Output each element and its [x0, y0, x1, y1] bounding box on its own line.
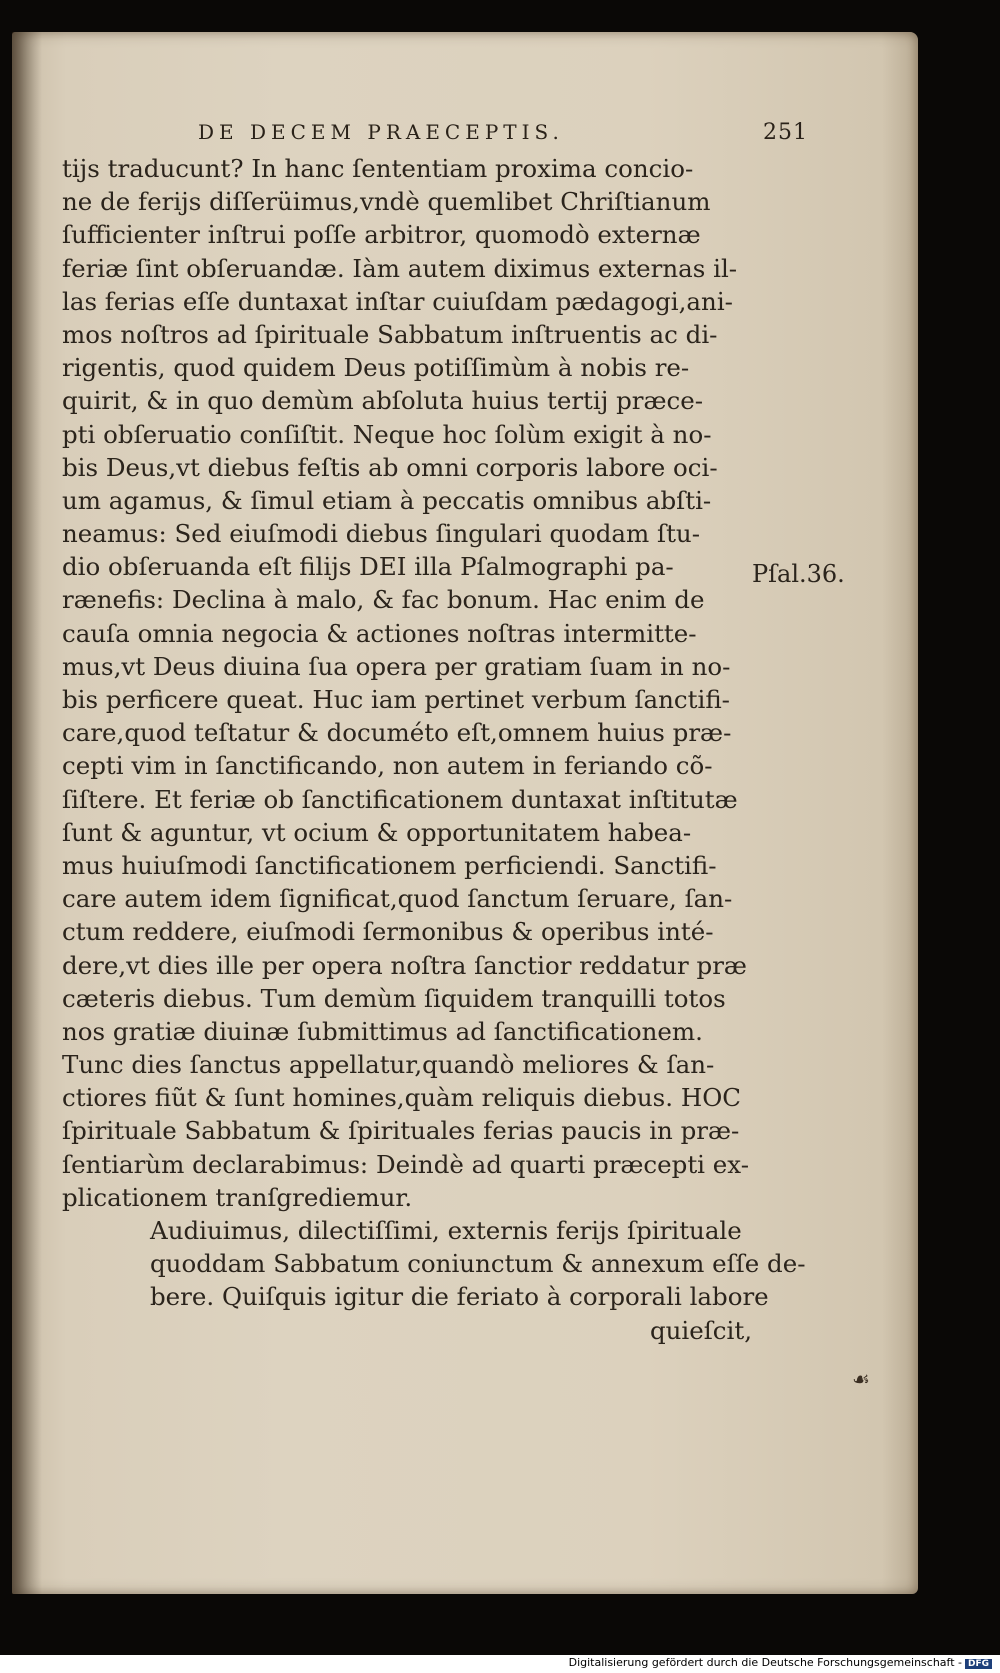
text-line: plicationem tranſgrediemur. [62, 1182, 413, 1212]
text-line: rigentis, quod quidem Deus potiſſimùm à nobis re- [62, 353, 690, 383]
text-line: ſiſtere. Et feriæ ob ſanctificationem duntaxat inſtitutæ [62, 784, 738, 814]
text-line: neamus: Sed eiuſmodi diebus ſingulari quodam ſtu- [62, 519, 700, 549]
text-line: ne de ferijs diſſerüimus,vndè quemlibet Chriſtianum [62, 187, 711, 217]
text-line: cæteris diebus. Tum demùm ſiquidem tranquilli totos [62, 983, 726, 1013]
text-line: ctiores fiũt & ſunt homines,quàm reliquis diebus. HOC [62, 1083, 742, 1113]
text-line: rænefis: Declina à malo, & fac bonum. Hac enim de [62, 585, 705, 615]
text-line: quoddam Sabbatum coniunctum & annexum eſſe de- [150, 1249, 806, 1279]
marginal-note: Pſal.36. [752, 560, 845, 588]
paragraph-start-line: Audiuimus, dilectiſſimi, externis ferijs ſpirituale [150, 1216, 742, 1245]
text-line: ctum reddere, eiuſmodi ſermonibus & operibus inté- [62, 917, 714, 947]
text-line: um agamus, & ſimul etiam à peccatis omnibus abſti- [62, 485, 712, 515]
text-line: ſunt & aguntur, vt ocium & opportunitatem habea- [62, 817, 692, 847]
text-line: mos noſtros ad ſpirituale Sabbatum inſtruentis ac di- [62, 319, 718, 349]
dfg-logo: DFG [965, 1659, 992, 1669]
footer-bar [0, 1655, 1000, 1673]
printer-mark-icon: ☙ [852, 1367, 870, 1391]
text-line: cauſa omnia negocia & actiones noſtras intermitte- [62, 618, 697, 648]
text-line: bis Deus,vt diebus feſtis ab omni corporis labore oci- [62, 452, 718, 482]
funding-credit [569, 1656, 992, 1669]
running-head [198, 120, 808, 150]
text-line: ſpirituale Sabbatum & ſpirituales ferias paucis in præ- [62, 1116, 740, 1146]
text-line: quirit, & in quo demùm abſoluta huius tertij præce- [62, 386, 704, 416]
text-line: las ferias eſſe duntaxat inſtar cuiuſdam pædagogi,ani- [62, 286, 733, 316]
text-line: care,quod teſtatur & documéto eſt,omnem huius præ- [62, 718, 732, 748]
catchword: quieſcit, [649, 1315, 752, 1345]
text-line: dere,vt dies ille per opera noſtra ſanctior reddatur præ [62, 950, 747, 980]
text-line: bis perficere queat. Huc iam pertinet verbum ſanctifi- [62, 685, 730, 714]
gutter-shadow [12, 32, 42, 1594]
text-line: bere. Quiſquis igitur die feriato à corporali labore [150, 1282, 769, 1312]
text-line: ſufficienter inſtrui poſſe arbitror, quomodò externæ [62, 220, 701, 250]
text-line: cepti vim in ſanctificando, non autem in feriando cõ- [62, 751, 713, 781]
text-line: tijs traducunt? In hanc ſententiam proxima concio- [62, 154, 694, 183]
text-line: ſentiarùm declarabimus: Deindè ad quarti præcepti ex- [62, 1149, 749, 1179]
running-head-title: DE DECEM PRAECEPTIS. [198, 120, 564, 144]
text-line: mus,vt Deus diuina ſua opera per gratiam ſuam in no- [62, 651, 731, 681]
page-number: 251 [763, 120, 808, 145]
text-line: dio obſeruanda eſt filijs DEI illa Pſalmographi pa- [62, 552, 674, 582]
funding-credit-text: Digitalisierung gefördert durch die Deutsche Forschungsgemeinschaft - [568, 1656, 962, 1669]
text-line: Tunc dies ſanctus appellatur,quandò meliores & ſan- [62, 1050, 715, 1080]
text-line: nos gratiæ diuinæ ſubmittimus ad ſanctificationem. [62, 1016, 703, 1046]
text-line: mus huiuſmodi ſanctificationem perficiendi. Sanctifi- [62, 850, 717, 880]
text-line: feriæ ſint obſeruandæ. Iàm autem diximus externas il- [62, 253, 738, 283]
text-line: pti obſeruatio conſiſtit. Neque hoc ſolùm exigit à no- [62, 419, 712, 449]
text-line: care autem idem ſignificat,quod ſanctum ſeruare, ſan- [62, 884, 733, 914]
